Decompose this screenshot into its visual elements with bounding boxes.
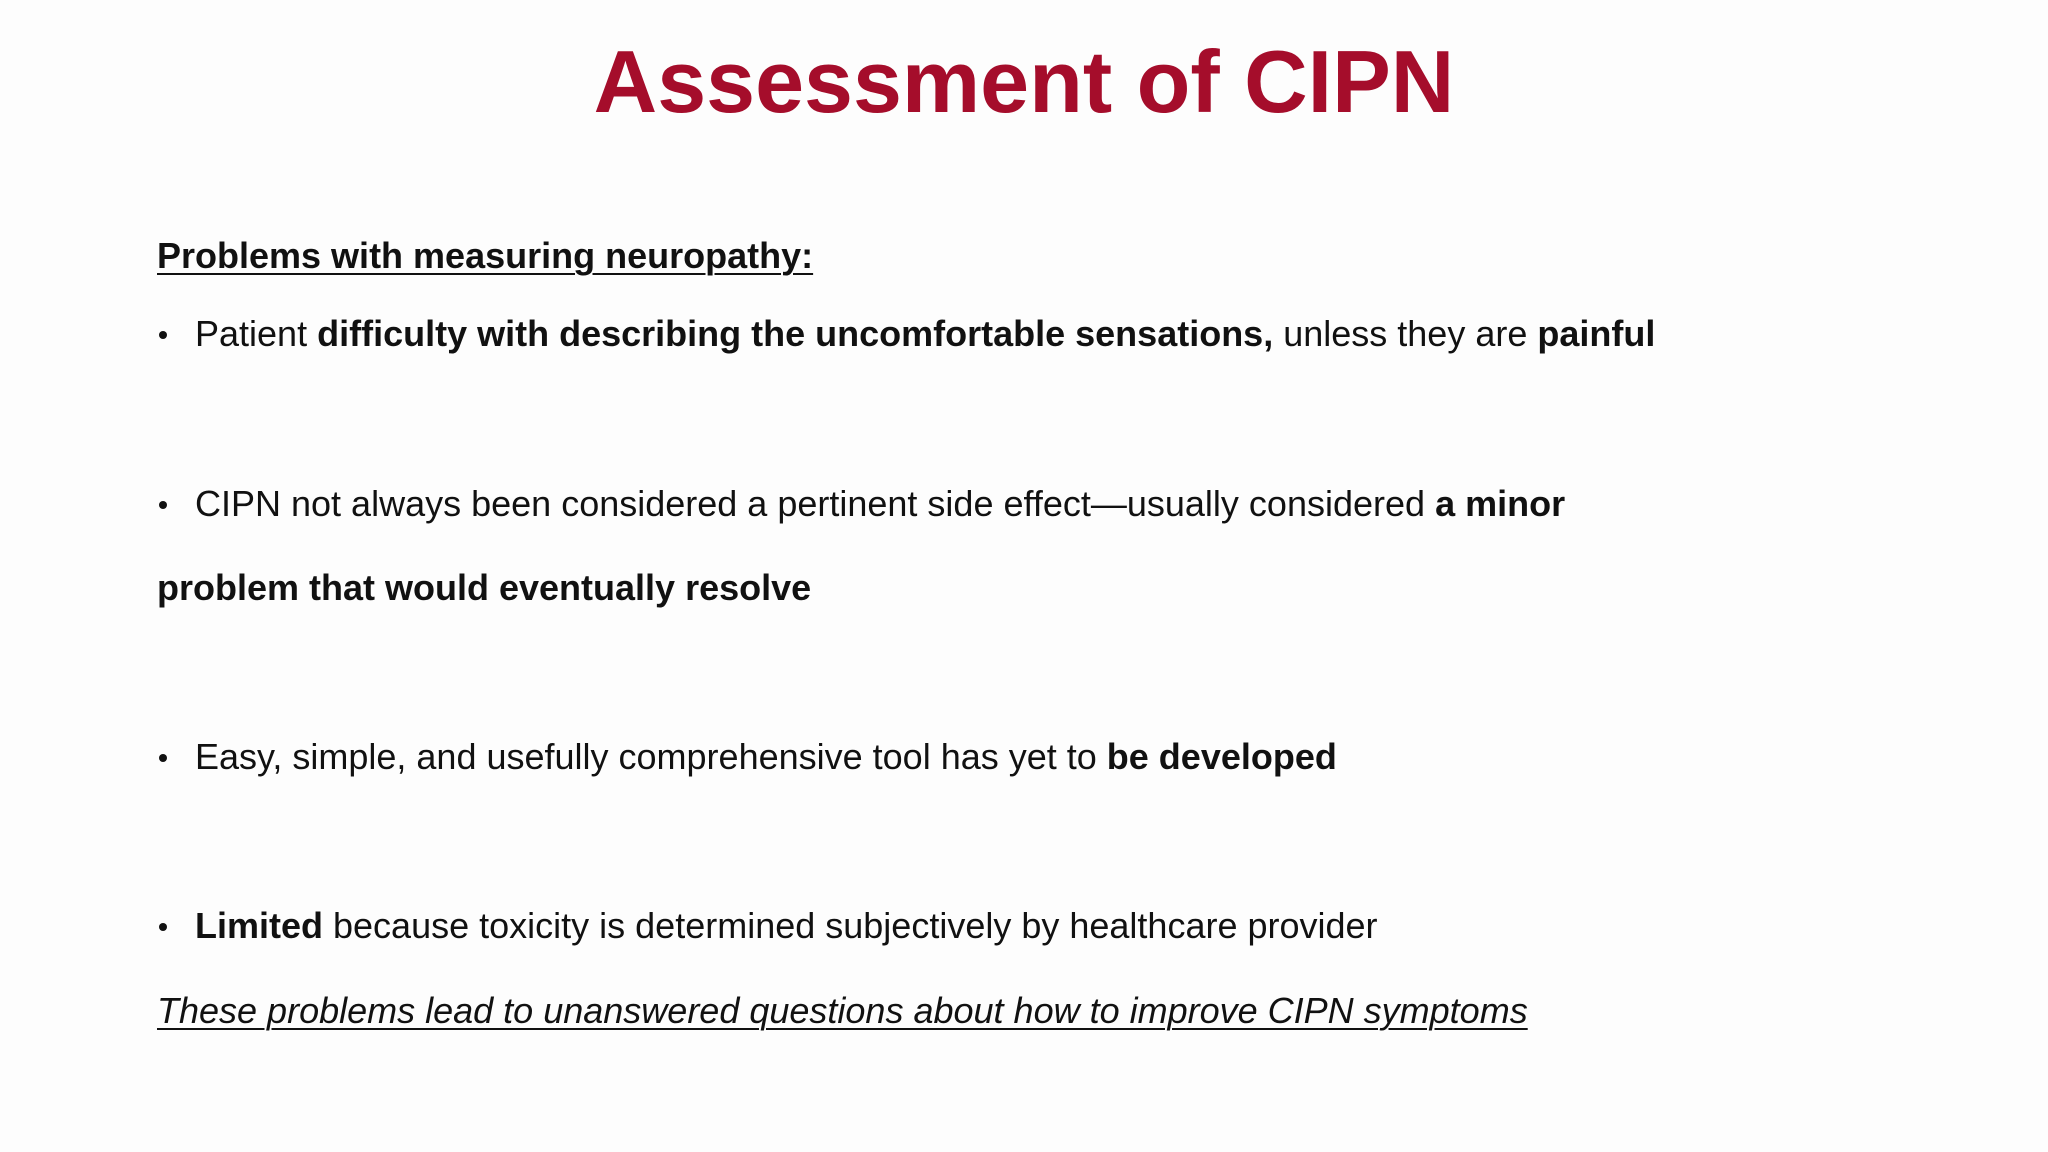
bullet-item-2 — [157, 480, 1565, 528]
bullet-item-3 — [157, 733, 1337, 781]
bullet-2-continuation: problem that would eventually resolve — [157, 567, 812, 608]
bullet-4-emphasis: Limited — [195, 905, 324, 946]
slide-title: Assessment of CIPN — [593, 32, 1455, 131]
bullet-item-4 — [157, 902, 1378, 950]
bullet-3-text: Easy, simple, and usefully comprehensive tool has yet to — [195, 736, 1107, 777]
bullet-4-text: because toxicity is determined subjectively by healthcare provider — [323, 905, 1378, 946]
bullet-2-text: CIPN not always been considered a pertinent side effect—usually considered — [195, 483, 1436, 524]
bullet-1-emphasis: difficulty with describing the uncomfortable sensations, — [317, 313, 1274, 354]
conclusion-text: These problems lead to unanswered questions about how to improve CIPN symptoms — [157, 990, 1528, 1031]
bullet-3-emphasis: be developed — [1106, 736, 1337, 777]
section-heading: Problems with measuring neuropathy: — [157, 235, 814, 276]
bullet-1-emphasis-2: painful — [1537, 313, 1656, 354]
bullet-1-text: Patient — [195, 313, 318, 354]
bullet-2-emphasis: a minor — [1435, 483, 1566, 524]
bullet-item-1 — [157, 310, 1655, 358]
bullet-1-text-2: unless they are — [1273, 313, 1538, 354]
